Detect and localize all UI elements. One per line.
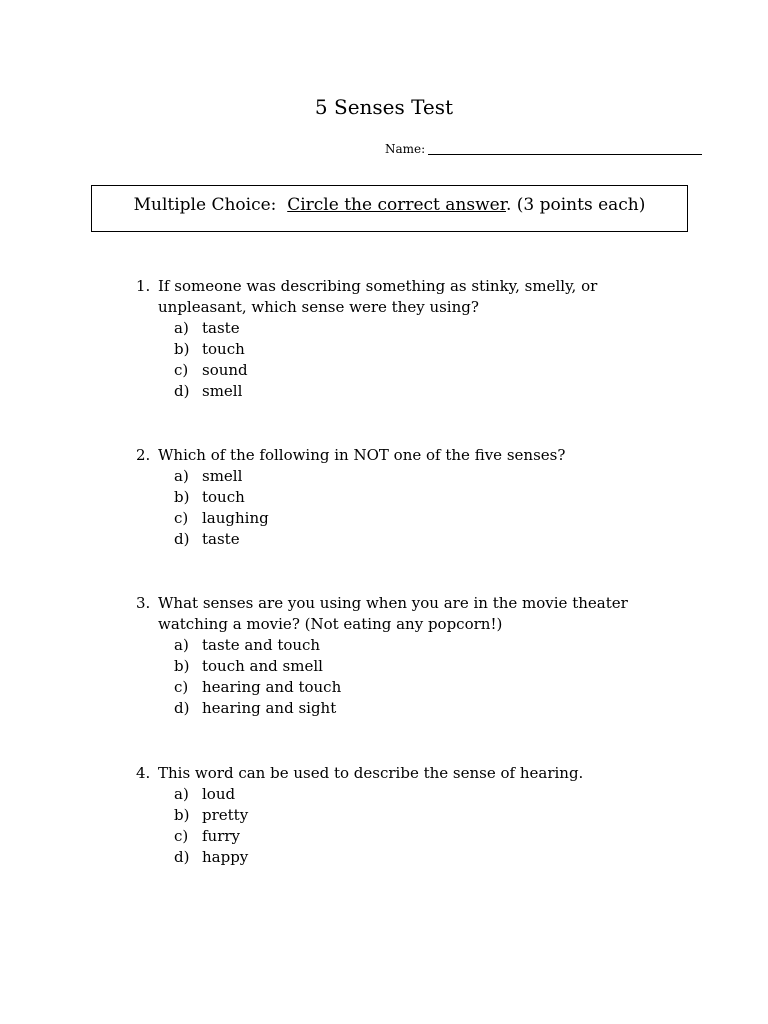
instructions-box: [91, 185, 688, 232]
answer-option[interactable]: [174, 698, 656, 719]
option-text: pretty: [202, 806, 249, 824]
answer-options: [136, 466, 656, 550]
question-number: 2.: [136, 446, 151, 464]
answer-option[interactable]: [174, 381, 656, 402]
option-letter: a): [174, 785, 189, 803]
answer-option[interactable]: [174, 339, 656, 360]
option-letter: c): [174, 509, 189, 527]
option-text: happy: [202, 848, 249, 866]
answer-options: [136, 318, 656, 402]
option-letter: d): [174, 530, 190, 548]
option-letter: b): [174, 340, 190, 358]
answer-option[interactable]: [174, 656, 656, 677]
name-field-row: [385, 140, 425, 158]
answer-options: [136, 635, 656, 719]
option-text: smell: [202, 382, 243, 400]
answer-option[interactable]: [174, 805, 656, 826]
answer-option[interactable]: [174, 529, 656, 550]
question-number: 3.: [136, 594, 151, 612]
question-text-line: watching a movie? (Not eating any popcorn!): [158, 615, 503, 633]
option-text: loud: [202, 785, 236, 803]
option-letter: a): [174, 319, 189, 337]
answer-option[interactable]: [174, 360, 656, 381]
answer-option[interactable]: [174, 847, 656, 868]
question-3: [136, 593, 656, 719]
answer-option[interactable]: [174, 784, 656, 805]
instructions-trail: . (3 points each): [505, 195, 646, 215]
question-4: [136, 763, 656, 868]
option-text: taste: [202, 319, 240, 337]
option-text: touch and smell: [202, 657, 323, 675]
option-text: smell: [202, 467, 243, 485]
answer-option[interactable]: [174, 826, 656, 847]
answer-option[interactable]: [174, 487, 656, 508]
name-blank-line[interactable]: [428, 154, 702, 155]
question-number: 1.: [136, 277, 151, 295]
question-text-line: This word can be used to describe the sense of hearing.: [158, 764, 584, 782]
question-text-line: What senses are you using when you are in the movie theater: [158, 594, 628, 612]
answer-option[interactable]: [174, 677, 656, 698]
question-text-line: unpleasant, which sense were they using?: [158, 298, 479, 316]
question-number: 4.: [136, 764, 151, 782]
option-letter: b): [174, 806, 190, 824]
option-text: touch: [202, 340, 245, 358]
option-text: taste and touch: [202, 636, 321, 654]
page-title: 5 Senses Test: [314, 95, 454, 119]
answer-option[interactable]: [174, 318, 656, 339]
option-letter: c): [174, 678, 189, 696]
answer-option[interactable]: [174, 635, 656, 656]
option-text: hearing and touch: [202, 678, 342, 696]
instructions-emphasis: Circle the correct answer: [287, 195, 506, 215]
answer-option[interactable]: [174, 466, 656, 487]
question-text-line: If someone was describing something as stinky, smelly, or: [158, 277, 598, 295]
option-letter: b): [174, 657, 190, 675]
option-text: sound: [202, 361, 248, 379]
answer-option[interactable]: [174, 508, 656, 529]
option-letter: a): [174, 636, 189, 654]
option-letter: b): [174, 488, 190, 506]
option-letter: a): [174, 467, 189, 485]
option-text: hearing and sight: [202, 699, 337, 717]
option-letter: c): [174, 361, 189, 379]
option-letter: d): [174, 382, 190, 400]
option-letter: c): [174, 827, 189, 845]
question-text-line: Which of the following in NOT one of the five senses?: [158, 446, 566, 464]
option-letter: d): [174, 848, 190, 866]
option-letter: d): [174, 699, 190, 717]
question-2: [136, 445, 656, 550]
option-text: furry: [202, 827, 241, 845]
option-text: taste: [202, 530, 240, 548]
instructions-lead: Multiple Choice:: [133, 195, 277, 215]
answer-options: [136, 784, 656, 868]
option-text: touch: [202, 488, 245, 506]
name-label: Name:: [385, 142, 426, 156]
option-text: laughing: [202, 509, 269, 527]
question-1: [136, 276, 656, 402]
